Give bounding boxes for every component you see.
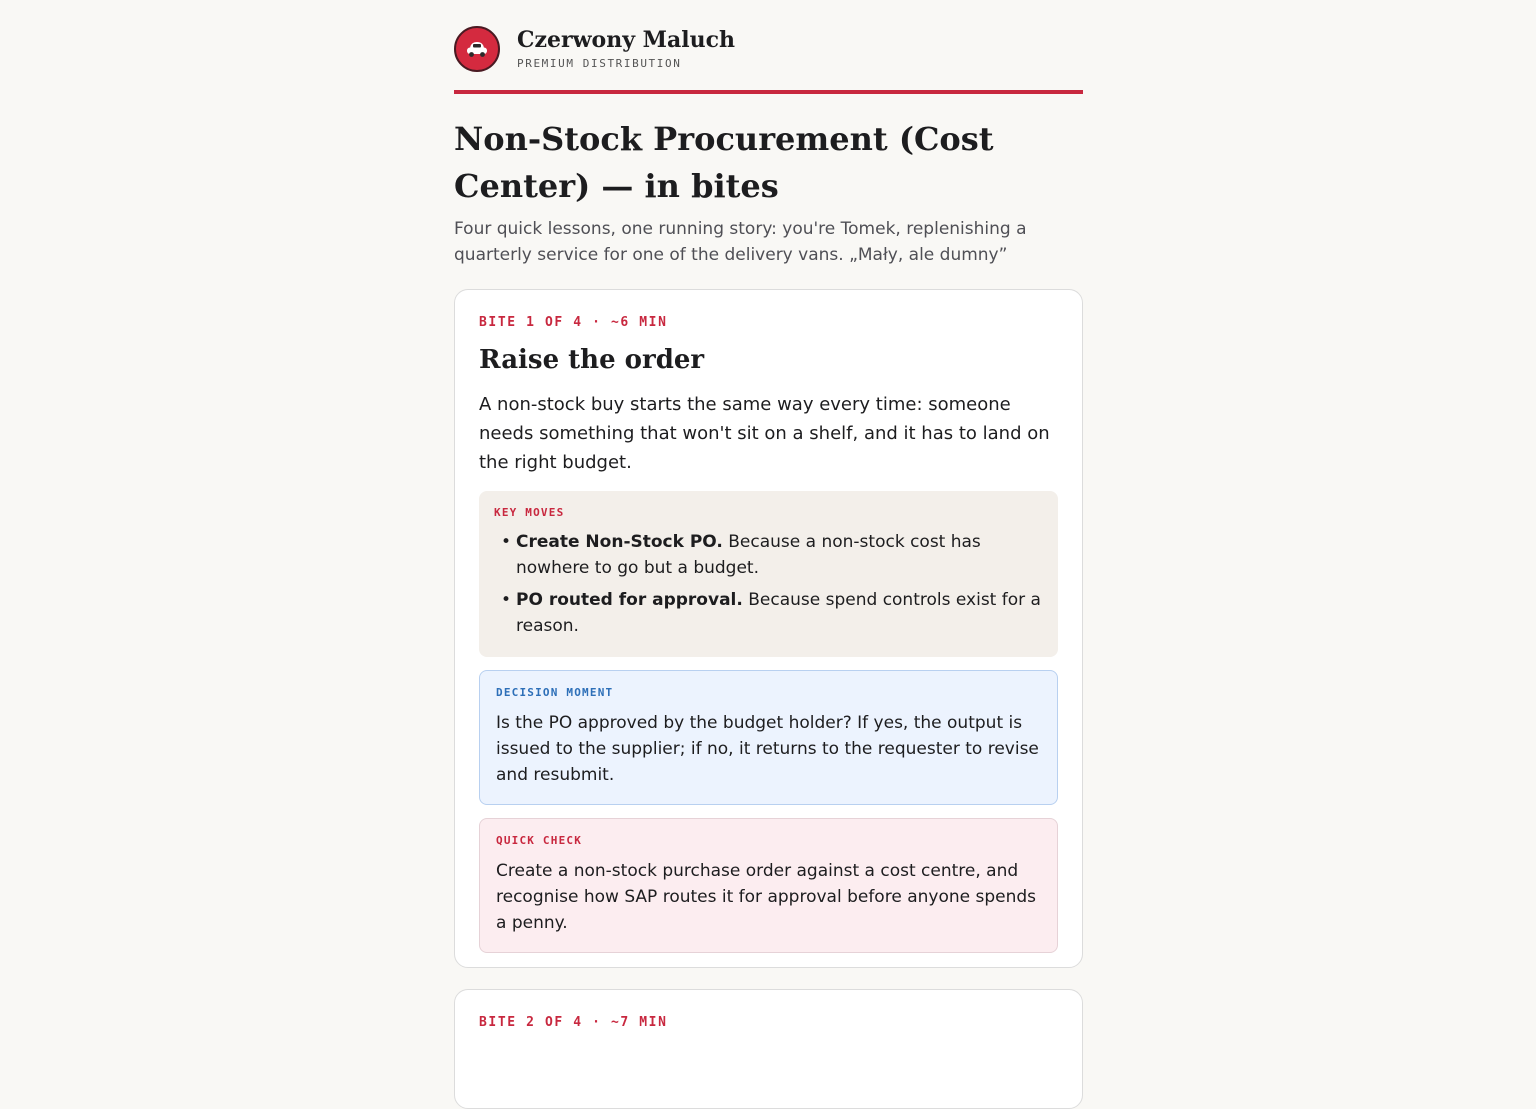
decision-label: DECISION MOMENT (496, 686, 614, 699)
quick-check-label: QUICK CHECK (496, 834, 583, 847)
list-item (494, 587, 1043, 639)
page-title: Non-Stock Procurement (Cost Center) — in bites (454, 120, 994, 205)
move-title: Create Non-Stock PO. (516, 532, 723, 552)
bite-card-1 (454, 289, 1083, 968)
site-header (454, 0, 1083, 74)
decision-text: Is the PO approved by the budget holder? If yes, the output is issued to the supplier; if no, it returns to the requester to revise and resubmit. (496, 713, 1039, 785)
list-item (494, 529, 1043, 581)
move-text: Because spend controls exist for a reason. (516, 590, 1041, 636)
page-subtitle: Four quick lessons, one running story: you're Tomek, replenishing a quarterly service for one of the delivery vans. „Mały, ale dumny” (454, 219, 1027, 265)
bite-eyebrow: BITE 1 OF 4 · ~6 MIN (479, 315, 668, 330)
brand-name: Czerwony Maluch (517, 26, 735, 53)
move-title: PO routed for approval. (516, 590, 743, 610)
brand (517, 26, 735, 70)
key-moves-list (494, 529, 1043, 639)
quick-check-box (479, 818, 1058, 953)
page (454, 0, 1083, 1109)
key-moves-label: KEY MOVES (494, 506, 565, 519)
bite-heading: Raise the order (479, 345, 705, 375)
bite-lead: A non-stock buy starts the same way every time: someone needs something that won't sit on a shelf, and it has to land on the right budget. (479, 394, 1050, 473)
header-divider (454, 90, 1083, 94)
bite-eyebrow: BITE 2 OF 4 · ~7 MIN (479, 1015, 668, 1030)
decision-moment-box (479, 670, 1058, 805)
bite-card-2 (454, 989, 1083, 1109)
car-icon (454, 26, 500, 72)
quick-check-text: Create a non-stock purchase order against a cost centre, and recognise how SAP routes it for approval before anyone spends a penny. (496, 861, 1037, 933)
key-moves-box (479, 491, 1058, 657)
brand-tagline: PREMIUM DISTRIBUTION (517, 56, 682, 70)
move-text: Because a non-stock cost has nowhere to go but a budget. (516, 532, 981, 578)
